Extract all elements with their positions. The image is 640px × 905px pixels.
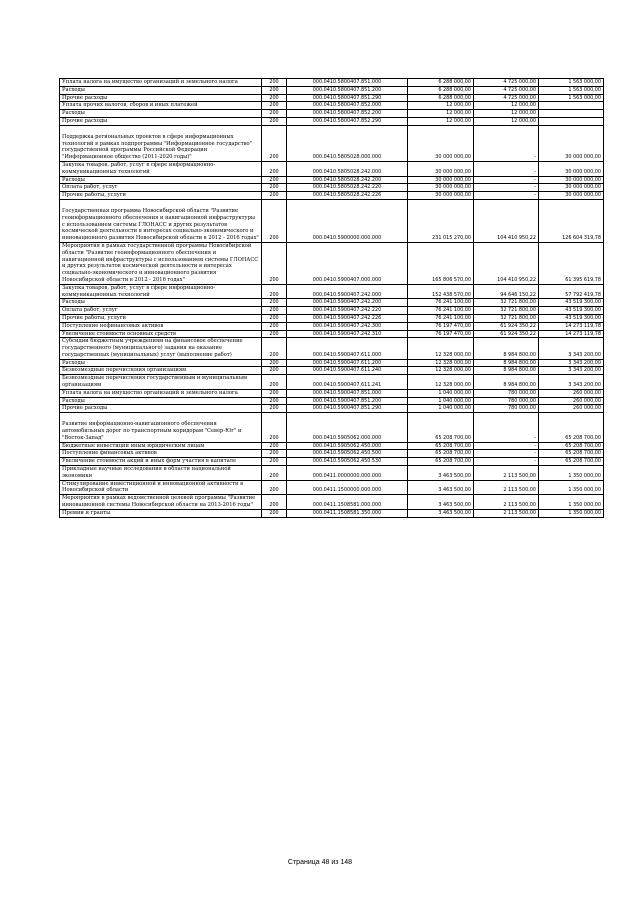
- row-name-cell: Мероприятия в рамках ведомственной целевой программы "Развитие инновационной системы Новосибирской области на 2013-2016 годы": [60, 495, 262, 510]
- row-classification-code-cell: 000.0410.5900407.851.000: [287, 389, 408, 397]
- row-classification-code-cell: 000.0411.1500000.000.000: [287, 480, 408, 495]
- row-classification-code-cell: 000.0410.5900407.611.241: [287, 375, 408, 390]
- row-classification-code-cell: 000.0410.5905062.000.000: [287, 413, 408, 442]
- row-code-cell: 200: [262, 79, 287, 87]
- row-name-cell: Премии и гранты: [60, 509, 262, 517]
- row-name-cell: Субсидии бюджетным учреждениям на финансовое обеспечение государственного (муниципального) задания на оказание государственных (муниципальных) услуг (выполнение работ): [60, 338, 262, 359]
- row-unexecuted-amount-cell: 43 519 300,00: [539, 299, 604, 307]
- row-approved-amount-cell: 152 438 570,00: [408, 284, 474, 299]
- row-approved-amount-cell: 30 000 000,00: [408, 192, 474, 200]
- row-classification-code-cell: 000.0410.5905062.450.000: [287, 442, 408, 450]
- row-executed-amount-cell: 32 721 800,00: [474, 314, 539, 322]
- row-executed-amount-cell: 2 113 500,00: [474, 509, 539, 517]
- row-unexecuted-amount-cell: 30 000 000,00: [539, 184, 604, 192]
- table-row: [60, 161, 604, 176]
- row-name-cell: Прочие расходы: [60, 117, 262, 125]
- row-unexecuted-amount-cell: 57 792 419,78: [539, 284, 604, 299]
- row-unexecuted-amount-cell: 1 563 000,00: [539, 94, 604, 102]
- table-row: [60, 242, 604, 284]
- row-approved-amount-cell: 3 463 500,00: [408, 509, 474, 517]
- row-name-cell: Расходы: [60, 86, 262, 94]
- table-row: [60, 338, 604, 359]
- row-classification-code-cell: 000.0410.5805028.242.000: [287, 161, 408, 176]
- row-approved-amount-cell: 12 328 000,00: [408, 338, 474, 359]
- row-classification-code-cell: 000.0410.5900407.242.220: [287, 307, 408, 315]
- row-classification-code-cell: 000.0410.5800407.852.000: [287, 102, 408, 110]
- row-name-cell: Поступление нефинансовых активов: [60, 322, 262, 330]
- row-executed-amount-cell: -: [474, 176, 539, 184]
- row-unexecuted-amount-cell: 65 208 700,00: [539, 442, 604, 450]
- row-code-cell: 200: [262, 397, 287, 405]
- row-approved-amount-cell: 30 000 000,00: [408, 176, 474, 184]
- table-row: [60, 284, 604, 299]
- row-code-cell: 200: [262, 284, 287, 299]
- row-approved-amount-cell: 76 197 470,00: [408, 330, 474, 338]
- row-executed-amount-cell: 2 113 500,00: [474, 480, 539, 495]
- row-code-cell: 200: [262, 413, 287, 442]
- table-row: [60, 359, 604, 367]
- row-executed-amount-cell: 61 924 350,22: [474, 330, 539, 338]
- table-row: [60, 110, 604, 118]
- row-approved-amount-cell: 65 208 700,00: [408, 442, 474, 450]
- table-row: [60, 322, 604, 330]
- table-row: [60, 450, 604, 458]
- table-row: [60, 413, 604, 442]
- row-unexecuted-amount-cell: 260 000,00: [539, 405, 604, 413]
- row-approved-amount-cell: 6 288 000,00: [408, 79, 474, 87]
- row-approved-amount-cell: 6 288 000,00: [408, 86, 474, 94]
- row-classification-code-cell: 000.0410.5800407.852.200: [287, 110, 408, 118]
- row-name-cell: Уплата налога на имущество организаций и земельного налога: [60, 389, 262, 397]
- row-code-cell: 200: [262, 161, 287, 176]
- row-classification-code-cell: 000.0410.5900407.000.000: [287, 242, 408, 284]
- row-classification-code-cell: 000.0410.5900407.242.226: [287, 314, 408, 322]
- row-code-cell: 200: [262, 359, 287, 367]
- row-code-cell: 200: [262, 192, 287, 200]
- row-classification-code-cell: 000.0410.5905062.450.500: [287, 450, 408, 458]
- row-approved-amount-cell: 3 463 500,00: [408, 480, 474, 495]
- row-name-cell: Поддержка региональных проектов в сфере информационных технологий в рамках подпрограммы "Информационное государство" государственной программы Российской Федерации "Информационное общество (2011-2020 годы)": [60, 125, 262, 161]
- row-code-cell: 200: [262, 199, 287, 242]
- row-unexecuted-amount-cell: 65 208 700,00: [539, 458, 604, 466]
- row-executed-amount-cell: 104 410 950,22: [474, 242, 539, 284]
- row-name-cell: Расходы: [60, 176, 262, 184]
- row-name-cell: Мероприятия в рамках государственной программы Новосибирской области "Развитие геоинформационного обеспечения и навигационной инфраструктуры с использованием системы ГЛОНАСС и других результатов космической деятельности в интересах социально-экономического и инновационного развития Новосибирской области в 2012 - 2016 годах": [60, 242, 262, 284]
- row-executed-amount-cell: -: [474, 161, 539, 176]
- table-row: [60, 397, 604, 405]
- table-row: [60, 495, 604, 510]
- table-row: [60, 466, 604, 481]
- row-classification-code-cell: 000.0410.5900407.611.200: [287, 359, 408, 367]
- row-executed-amount-cell: 8 984 800,00: [474, 338, 539, 359]
- row-approved-amount-cell: 12 328 000,00: [408, 375, 474, 390]
- row-unexecuted-amount-cell: [539, 102, 604, 110]
- row-classification-code-cell: 000.0410.5900407.242.200: [287, 299, 408, 307]
- row-approved-amount-cell: 76 241 100,00: [408, 299, 474, 307]
- row-code-cell: 200: [262, 405, 287, 413]
- row-executed-amount-cell: 12 000,00: [474, 117, 539, 125]
- row-approved-amount-cell: 76 197 470,00: [408, 322, 474, 330]
- table-row: [60, 480, 604, 495]
- row-approved-amount-cell: 231 015 270,00: [408, 199, 474, 242]
- row-executed-amount-cell: -: [474, 458, 539, 466]
- row-code-cell: 200: [262, 389, 287, 397]
- row-approved-amount-cell: 30 000 000,00: [408, 184, 474, 192]
- row-unexecuted-amount-cell: 1 563 000,00: [539, 86, 604, 94]
- table-row: [60, 442, 604, 450]
- row-approved-amount-cell: 12 000,00: [408, 102, 474, 110]
- row-name-cell: Закупка товаров, работ, услуг в сфере информационно-коммуникационных технологий: [60, 284, 262, 299]
- row-executed-amount-cell: -: [474, 184, 539, 192]
- table-row: [60, 184, 604, 192]
- row-unexecuted-amount-cell: 30 000 000,00: [539, 125, 604, 161]
- row-approved-amount-cell: 1 040 000,00: [408, 389, 474, 397]
- row-name-cell: Безвозмездные перечисления организациям: [60, 367, 262, 375]
- row-executed-amount-cell: 8 984 800,00: [474, 359, 539, 367]
- row-approved-amount-cell: 30 000 000,00: [408, 125, 474, 161]
- row-executed-amount-cell: 4 725 000,00: [474, 94, 539, 102]
- table-row: [60, 79, 604, 87]
- row-name-cell: Уплата налога на имущество организаций и земельного налога: [60, 79, 262, 87]
- row-code-cell: 200: [262, 314, 287, 322]
- row-unexecuted-amount-cell: 1 350 000,00: [539, 466, 604, 481]
- budget-report-sheet: [59, 78, 603, 518]
- table-row: [60, 509, 604, 517]
- budget-table-body: [60, 79, 604, 518]
- row-classification-code-cell: 000.0410.5805028.242.226: [287, 192, 408, 200]
- row-name-cell: Оплата работ, услуг: [60, 184, 262, 192]
- row-code-cell: 200: [262, 480, 287, 495]
- row-name-cell: Прочие работы, услуги: [60, 192, 262, 200]
- table-row: [60, 86, 604, 94]
- row-code-cell: 200: [262, 322, 287, 330]
- row-name-cell: Прочие расходы: [60, 94, 262, 102]
- row-classification-code-cell: 000.0410.5900407.242.310: [287, 330, 408, 338]
- table-row: [60, 192, 604, 200]
- row-unexecuted-amount-cell: 30 000 000,00: [539, 161, 604, 176]
- row-executed-amount-cell: 104 410 950,22: [474, 199, 539, 242]
- row-name-cell: Расходы: [60, 110, 262, 118]
- row-code-cell: 200: [262, 125, 287, 161]
- row-unexecuted-amount-cell: 14 273 119,78: [539, 322, 604, 330]
- row-classification-code-cell: 000.0410.5900407.851.200: [287, 397, 408, 405]
- row-approved-amount-cell: 12 328 000,00: [408, 359, 474, 367]
- row-executed-amount-cell: 32 721 800,00: [474, 299, 539, 307]
- row-classification-code-cell: 000.0410.5800407.852.290: [287, 117, 408, 125]
- row-code-cell: 200: [262, 367, 287, 375]
- row-code-cell: 200: [262, 184, 287, 192]
- row-name-cell: Прикладные научные исследования в области национальной экономики: [60, 466, 262, 481]
- row-executed-amount-cell: -: [474, 413, 539, 442]
- row-code-cell: 200: [262, 338, 287, 359]
- table-row: [60, 330, 604, 338]
- row-executed-amount-cell: -: [474, 442, 539, 450]
- row-unexecuted-amount-cell: 3 343 200,00: [539, 375, 604, 390]
- table-row: [60, 389, 604, 397]
- row-unexecuted-amount-cell: 126 604 319,78: [539, 199, 604, 242]
- row-executed-amount-cell: -: [474, 125, 539, 161]
- row-approved-amount-cell: 6 288 000,00: [408, 94, 474, 102]
- table-row: [60, 314, 604, 322]
- row-code-cell: 200: [262, 450, 287, 458]
- row-code-cell: 200: [262, 509, 287, 517]
- row-approved-amount-cell: 12 328 000,00: [408, 367, 474, 375]
- row-classification-code-cell: 000.0410.5905062.450.530: [287, 458, 408, 466]
- table-row: [60, 458, 604, 466]
- row-code-cell: 200: [262, 299, 287, 307]
- row-unexecuted-amount-cell: 260 000,00: [539, 397, 604, 405]
- row-classification-code-cell: 000.0410.5800407.851.200: [287, 86, 408, 94]
- row-unexecuted-amount-cell: 30 000 000,00: [539, 176, 604, 184]
- table-row: [60, 375, 604, 390]
- row-executed-amount-cell: 12 000,00: [474, 102, 539, 110]
- row-unexecuted-amount-cell: 61 395 619,78: [539, 242, 604, 284]
- row-unexecuted-amount-cell: 1 563 000,00: [539, 79, 604, 87]
- row-classification-code-cell: 000.0410.5805028.000.000: [287, 125, 408, 161]
- row-unexecuted-amount-cell: 3 343 200,00: [539, 359, 604, 367]
- row-approved-amount-cell: 76 241 100,00: [408, 314, 474, 322]
- row-unexecuted-amount-cell: 1 350 000,00: [539, 480, 604, 495]
- table-row: [60, 405, 604, 413]
- row-executed-amount-cell: 4 725 000,00: [474, 79, 539, 87]
- row-approved-amount-cell: 12 000,00: [408, 117, 474, 125]
- row-name-cell: Увеличение стоимости основных средств: [60, 330, 262, 338]
- row-approved-amount-cell: 65 208 700,00: [408, 458, 474, 466]
- row-approved-amount-cell: 30 000 000,00: [408, 161, 474, 176]
- row-unexecuted-amount-cell: [539, 110, 604, 118]
- row-unexecuted-amount-cell: 65 208 700,00: [539, 450, 604, 458]
- row-executed-amount-cell: 8 984 800,00: [474, 375, 539, 390]
- row-name-cell: Закупка товаров, работ, услуг в сфере информационно-коммуникационных технологий: [60, 161, 262, 176]
- row-executed-amount-cell: 2 113 500,00: [474, 466, 539, 481]
- row-code-cell: 200: [262, 330, 287, 338]
- row-unexecuted-amount-cell: 1 350 000,00: [539, 495, 604, 510]
- row-approved-amount-cell: 65 208 700,00: [408, 413, 474, 442]
- row-approved-amount-cell: 3 463 500,00: [408, 495, 474, 510]
- row-unexecuted-amount-cell: 30 000 000,00: [539, 192, 604, 200]
- row-code-cell: 200: [262, 495, 287, 510]
- row-executed-amount-cell: 2 113 500,00: [474, 495, 539, 510]
- row-classification-code-cell: 000.0410.5900407.611.000: [287, 338, 408, 359]
- row-classification-code-cell: 000.0410.5900407.611.240: [287, 367, 408, 375]
- table-row: [60, 125, 604, 161]
- row-executed-amount-cell: 780 000,00: [474, 397, 539, 405]
- row-classification-code-cell: 000.0410.5800407.851.290: [287, 94, 408, 102]
- row-name-cell: Безвозмездные перечисления государственным и муниципальным организациям: [60, 375, 262, 390]
- row-code-cell: 200: [262, 110, 287, 118]
- row-name-cell: Увеличение стоимости акций и иных форм участия в капитале: [60, 458, 262, 466]
- row-name-cell: Расходы: [60, 397, 262, 405]
- row-name-cell: Уплата прочих налогов, сборов и иных платежей: [60, 102, 262, 110]
- row-unexecuted-amount-cell: 3 343 200,00: [539, 338, 604, 359]
- row-code-cell: 200: [262, 442, 287, 450]
- row-unexecuted-amount-cell: 1 350 000,00: [539, 509, 604, 517]
- table-row: [60, 94, 604, 102]
- row-code-cell: 200: [262, 242, 287, 284]
- row-unexecuted-amount-cell: 3 343 200,00: [539, 367, 604, 375]
- row-name-cell: Расходы: [60, 299, 262, 307]
- row-code-cell: 200: [262, 94, 287, 102]
- row-executed-amount-cell: 8 984 800,00: [474, 367, 539, 375]
- row-executed-amount-cell: -: [474, 450, 539, 458]
- table-row: [60, 117, 604, 125]
- row-approved-amount-cell: 1 040 000,00: [408, 397, 474, 405]
- row-code-cell: 200: [262, 176, 287, 184]
- row-unexecuted-amount-cell: 65 208 700,00: [539, 413, 604, 442]
- row-classification-code-cell: 000.0411.1508581.000.000: [287, 495, 408, 510]
- row-unexecuted-amount-cell: 43 519 300,00: [539, 314, 604, 322]
- row-code-cell: 200: [262, 375, 287, 390]
- row-name-cell: Поступление финансовых активов: [60, 450, 262, 458]
- row-executed-amount-cell: 4 725 000,00: [474, 86, 539, 94]
- row-executed-amount-cell: 61 924 350,22: [474, 322, 539, 330]
- row-approved-amount-cell: 3 463 500,00: [408, 466, 474, 481]
- table-row: [60, 367, 604, 375]
- row-approved-amount-cell: 65 208 700,00: [408, 450, 474, 458]
- row-approved-amount-cell: 1 040 000,00: [408, 405, 474, 413]
- row-name-cell: Прочие расходы: [60, 405, 262, 413]
- row-code-cell: 200: [262, 117, 287, 125]
- row-executed-amount-cell: 94 646 150,22: [474, 284, 539, 299]
- row-executed-amount-cell: 32 721 800,00: [474, 307, 539, 315]
- row-unexecuted-amount-cell: 260 000,00: [539, 389, 604, 397]
- row-classification-code-cell: 000.0410.5800407.851.000: [287, 79, 408, 87]
- row-code-cell: 200: [262, 86, 287, 94]
- row-classification-code-cell: 000.0410.5900407.242.300: [287, 322, 408, 330]
- row-approved-amount-cell: 12 000,00: [408, 110, 474, 118]
- row-name-cell: Стимулирование инвестиционной и инновационной активности в Новосибирской области: [60, 480, 262, 495]
- budget-table: [59, 78, 604, 518]
- row-unexecuted-amount-cell: [539, 117, 604, 125]
- row-approved-amount-cell: 165 806 570,00: [408, 242, 474, 284]
- row-classification-code-cell: 000.0410.5900407.851.290: [287, 405, 408, 413]
- row-executed-amount-cell: 780 000,00: [474, 405, 539, 413]
- row-code-cell: 200: [262, 458, 287, 466]
- row-name-cell: Государственная программа Новосибирской области "Развитие геоинформационного обеспечения и навигационной инфраструктуры с использованием системы ГЛОНАСС и других результатов космической деятельности в интересах социально-экономического и инновационного развития Новосибирской области в 2012 - 2016 годах": [60, 199, 262, 242]
- row-approved-amount-cell: 76 241 100,00: [408, 307, 474, 315]
- row-name-cell: Оплата работ, услуг: [60, 307, 262, 315]
- table-row: [60, 307, 604, 315]
- table-row: [60, 199, 604, 242]
- row-code-cell: 200: [262, 307, 287, 315]
- row-code-cell: 200: [262, 466, 287, 481]
- page-number: Страница 48 из 148: [287, 859, 353, 866]
- row-code-cell: 200: [262, 102, 287, 110]
- row-unexecuted-amount-cell: 43 519 300,00: [539, 307, 604, 315]
- row-name-cell: Развитие информационно-навигационного обеспечения автомобильных дорог по транспортным коридорам "Север-Юг" и "Восток-Запад": [60, 413, 262, 442]
- row-name-cell: Расходы: [60, 359, 262, 367]
- row-executed-amount-cell: 12 000,00: [474, 110, 539, 118]
- row-name-cell: Бюджетные инвестиции иным юридическим лицам: [60, 442, 262, 450]
- row-unexecuted-amount-cell: 14 273 119,78: [539, 330, 604, 338]
- table-row: [60, 299, 604, 307]
- row-classification-code-cell: 000.0410.5805028.242.220: [287, 184, 408, 192]
- row-classification-code-cell: 000.0410.5900407.242.000: [287, 284, 408, 299]
- row-classification-code-cell: 000.0411.1508581.350.000: [287, 509, 408, 517]
- table-row: [60, 102, 604, 110]
- row-executed-amount-cell: 780 000,00: [474, 389, 539, 397]
- row-name-cell: Прочие работы, услуги: [60, 314, 262, 322]
- row-executed-amount-cell: -: [474, 192, 539, 200]
- row-classification-code-cell: 000.0410.5900000.000.000: [287, 199, 408, 242]
- row-classification-code-cell: 000.0411.0000000.000.000: [287, 466, 408, 481]
- table-row: [60, 176, 604, 184]
- row-classification-code-cell: 000.0410.5805028.242.200: [287, 176, 408, 184]
